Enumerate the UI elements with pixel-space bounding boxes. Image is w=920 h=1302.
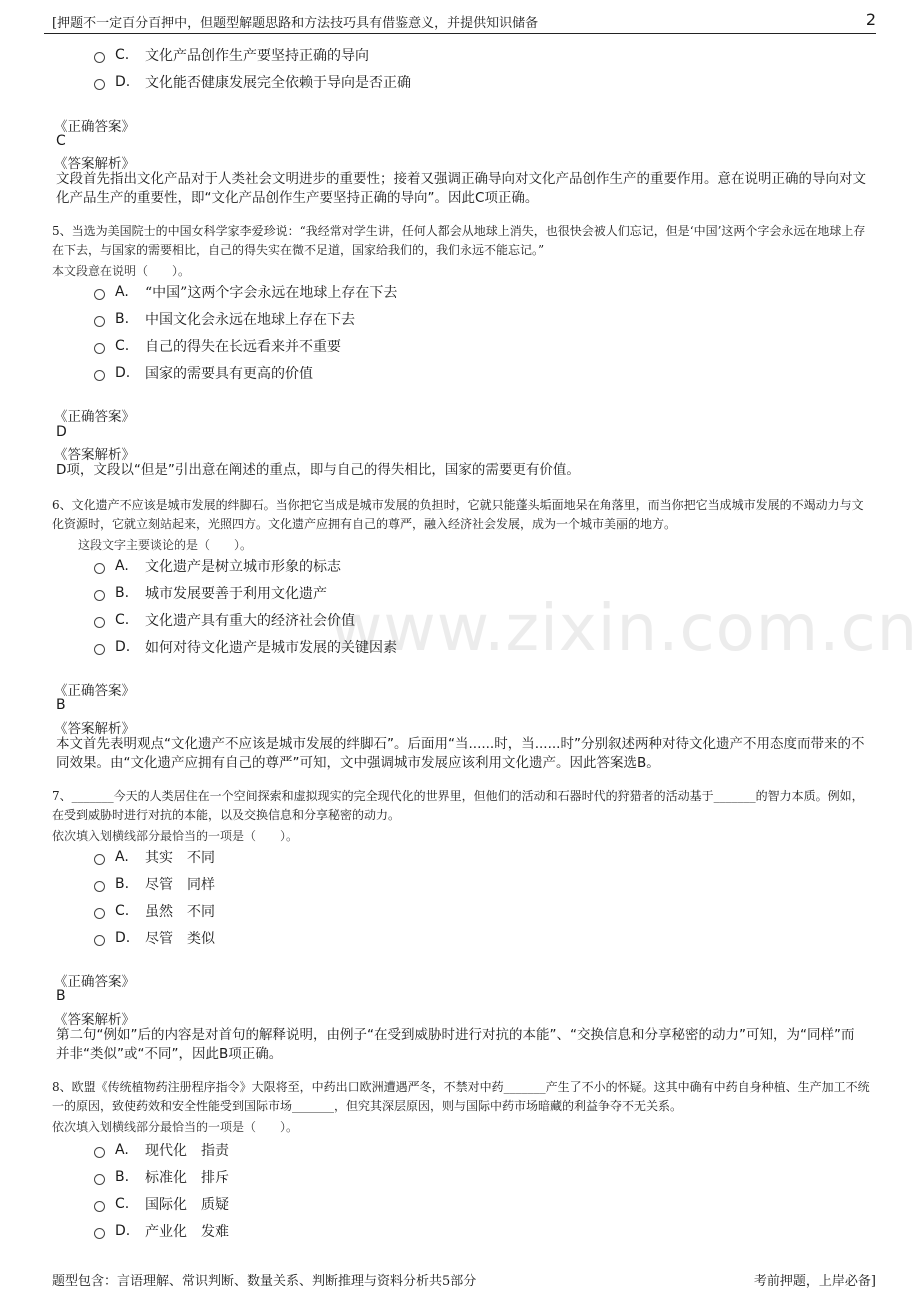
- radio-icon[interactable]: [94, 1174, 105, 1185]
- q8-stem: 8、欧盟《传统植物药注册程序指令》大限将至，中药出口欧洲遭遇严冬，不禁对中药_______产生了不小的怀疑。这其中确有中药自身种植、生产加工不统一的原因，致使药效和安全性能受到国际市场_______，但究其深层原因，则与国际中药市场暗藏的利益争夺不无关系。: [52, 1080, 870, 1113]
- option-text: 尽管 类似: [145, 931, 215, 947]
- option-letter: A.: [115, 849, 129, 865]
- q5-stem: 5、当选为美国院士的中国女科学家李爱珍说：“我经常对学生讲，任何人都会从地球上消失，也很快会被人们忘记，但是‘中国’这两个字会永远在地球上存在下去，与国家的需要相比，自己的得失实在微不足道，国家给我们的，我们永远不能忘记。”: [52, 224, 866, 257]
- option-letter: B.: [115, 876, 130, 892]
- option-text: 国际化 质疑: [145, 1197, 229, 1213]
- option-letter: C.: [115, 1196, 130, 1212]
- radio-icon[interactable]: [94, 289, 105, 300]
- q6-prompt: 这段文字主要谈论的是（ ）。: [78, 538, 253, 552]
- option-letter: A.: [115, 1142, 129, 1158]
- q5-option-a[interactable]: [94, 282, 397, 302]
- option-letter: D.: [115, 1223, 131, 1239]
- q6-option-d[interactable]: [94, 637, 397, 657]
- q7-answer-label: 《正确答案》: [54, 974, 135, 990]
- q7-answer: B: [56, 988, 66, 1004]
- option-text: 文化产品创作生产要坚持正确的导向: [145, 48, 369, 64]
- q7-analysis-label: 《答案解析》: [54, 1012, 135, 1028]
- q6-analysis: 本文首先表明观点“文化遗产不应该是城市发展的绊脚石”。后面用“当......时，当......时”分别叙述两种对待文化遗产不用态度而带来的不同效果。由“文化遗产应拥有自己的尊严”可知，文中强调城市发展应该利用文化遗产。因此答案选B。: [56, 736, 865, 771]
- q7-stem: 7、_______今天的人类居住在一个空间探索和虚拟现实的完全现代化的世界里，但他们的活动和石器时代的狩猎者的活动基于_______的智力本质。例如，在受到威胁时进行对抗的本能，以及交换信息和分享秘密的动力。: [52, 789, 864, 822]
- q5-option-c[interactable]: [94, 336, 341, 356]
- option-text: 文化遗产是树立城市形象的标志: [145, 559, 341, 575]
- q4-answer-label: 《正确答案》: [54, 119, 135, 135]
- option-letter: C.: [115, 903, 130, 919]
- option-text: 自己的得失在长远看来并不重要: [145, 339, 341, 355]
- q8-option-b[interactable]: [94, 1167, 229, 1187]
- q6-option-a[interactable]: [94, 556, 341, 576]
- radio-icon[interactable]: [94, 52, 105, 63]
- option-letter: C.: [115, 47, 130, 63]
- q5-option-d[interactable]: [94, 363, 313, 383]
- watermark: www.zixin.com.cn: [330, 592, 919, 666]
- q8-prompt: 依次填入划横线部分最恰当的一项是（ ）。: [52, 1120, 299, 1134]
- radio-icon[interactable]: [94, 644, 105, 655]
- option-text: 其实 不同: [145, 850, 215, 866]
- option-letter: D.: [115, 639, 131, 655]
- option-letter: D.: [115, 74, 131, 90]
- q5-prompt: 本文段意在说明（ ）。: [52, 264, 191, 278]
- q5-answer: D: [56, 424, 67, 440]
- option-text: 如何对待文化遗产是城市发展的关键因素: [145, 640, 397, 656]
- q7-option-d[interactable]: [94, 928, 215, 948]
- option-letter: A.: [115, 284, 129, 300]
- q7-option-c[interactable]: [94, 901, 215, 921]
- option-text: 中国文化会永远在地球上存在下去: [145, 312, 355, 328]
- option-letter: D.: [115, 365, 131, 381]
- option-letter: C.: [115, 338, 130, 354]
- option-letter: D.: [115, 930, 131, 946]
- option-letter: C.: [115, 612, 130, 628]
- page-header: [押题不一定百分百押中，但题型解题思路和方法技巧具有借鉴意义，并提供知识储备: [52, 16, 539, 31]
- q5-option-b[interactable]: [94, 309, 355, 329]
- radio-icon[interactable]: [94, 1201, 105, 1212]
- q6-stem: 6、文化遗产不应该是城市发展的绊脚石。当你把它当成是城市发展的负担时，它就只能蓬头垢面地呆在角落里，而当你把它当成城市发展的不竭动力与文化资源时，它就立刻站起来，光照四方。文化遗产应拥有自己的尊严，融入经济社会发展，成为一个城市美丽的地方。: [52, 498, 864, 531]
- option-text: 国家的需要具有更高的价值: [145, 366, 313, 382]
- q4-option-d[interactable]: [94, 72, 411, 92]
- radio-icon[interactable]: [94, 590, 105, 601]
- radio-icon[interactable]: [94, 854, 105, 865]
- radio-icon[interactable]: [94, 79, 105, 90]
- radio-icon[interactable]: [94, 563, 105, 574]
- option-letter: B.: [115, 1169, 130, 1185]
- q5-answer-label: 《正确答案》: [54, 409, 135, 425]
- radio-icon[interactable]: [94, 316, 105, 327]
- q5-analysis: D项，文段以“但是”引出意在阐述的重点，即与自己的得失相比，国家的需要更有价值。: [56, 462, 580, 478]
- radio-icon[interactable]: [94, 1147, 105, 1158]
- option-text: 产业化 发难: [145, 1224, 229, 1240]
- option-text: “中国”这两个字会永远在地球上存在下去: [145, 285, 398, 301]
- page-footer-left: 题型包含：言语理解、常识判断、数量关系、判断推理与资料分析共5部分: [52, 1274, 477, 1289]
- q8-option-d[interactable]: [94, 1221, 229, 1241]
- q6-option-b[interactable]: [94, 583, 327, 603]
- radio-icon[interactable]: [94, 343, 105, 354]
- option-text: 虽然 不同: [145, 904, 215, 920]
- q6-answer-label: 《正确答案》: [54, 683, 135, 699]
- q4-answer: C: [56, 133, 66, 149]
- option-text: 文化遗产具有重大的经济社会价值: [145, 613, 355, 629]
- option-text: 现代化 指责: [145, 1143, 229, 1159]
- radio-icon[interactable]: [94, 908, 105, 919]
- option-text: 尽管 同样: [145, 877, 215, 893]
- option-letter: A.: [115, 558, 129, 574]
- q7-option-b[interactable]: [94, 874, 215, 894]
- header-divider: [44, 33, 876, 34]
- radio-icon[interactable]: [94, 617, 105, 628]
- q7-prompt: 依次填入划横线部分最恰当的一项是（ ）。: [52, 829, 299, 843]
- radio-icon[interactable]: [94, 935, 105, 946]
- radio-icon[interactable]: [94, 370, 105, 381]
- option-text: 标准化 排斥: [145, 1170, 229, 1186]
- option-letter: B.: [115, 311, 130, 327]
- q7-analysis: 第二句“例如”后的内容是对首句的解释说明，由例子“在受到威胁时进行对抗的本能”、“交换信息和分享秘密的动力”可知，为“同样”而并非“类似”或“不同”，因此B项正确。: [56, 1027, 855, 1062]
- radio-icon[interactable]: [94, 1228, 105, 1239]
- q4-analysis: 文段首先指出文化产品对于人类社会文明进步的重要性；接着又强调正确导向对文化产品创作生产的重要作用。意在说明正确的导向对文化产品生产的重要性，即“文化产品创作生产要坚持正确的导向”。因此C项正确。: [56, 171, 866, 206]
- q6-answer: B: [56, 697, 66, 713]
- option-letter: B.: [115, 585, 130, 601]
- option-text: 城市发展要善于利用文化遗产: [145, 586, 327, 602]
- q8-option-a[interactable]: [94, 1140, 229, 1160]
- page-footer-right: 考前押题，上岸必备]: [753, 1274, 876, 1289]
- radio-icon[interactable]: [94, 881, 105, 892]
- q8-option-c[interactable]: [94, 1194, 229, 1214]
- q5-analysis-label: 《答案解析》: [54, 447, 135, 463]
- q4-option-c[interactable]: [94, 45, 369, 65]
- page-number: 2: [865, 10, 876, 29]
- q7-option-a[interactable]: [94, 847, 215, 867]
- q6-analysis-label: 《答案解析》: [54, 721, 135, 737]
- q4-analysis-label: 《答案解析》: [54, 156, 135, 172]
- option-text: 文化能否健康发展完全依赖于导向是否正确: [145, 75, 411, 91]
- q6-option-c[interactable]: [94, 610, 355, 630]
